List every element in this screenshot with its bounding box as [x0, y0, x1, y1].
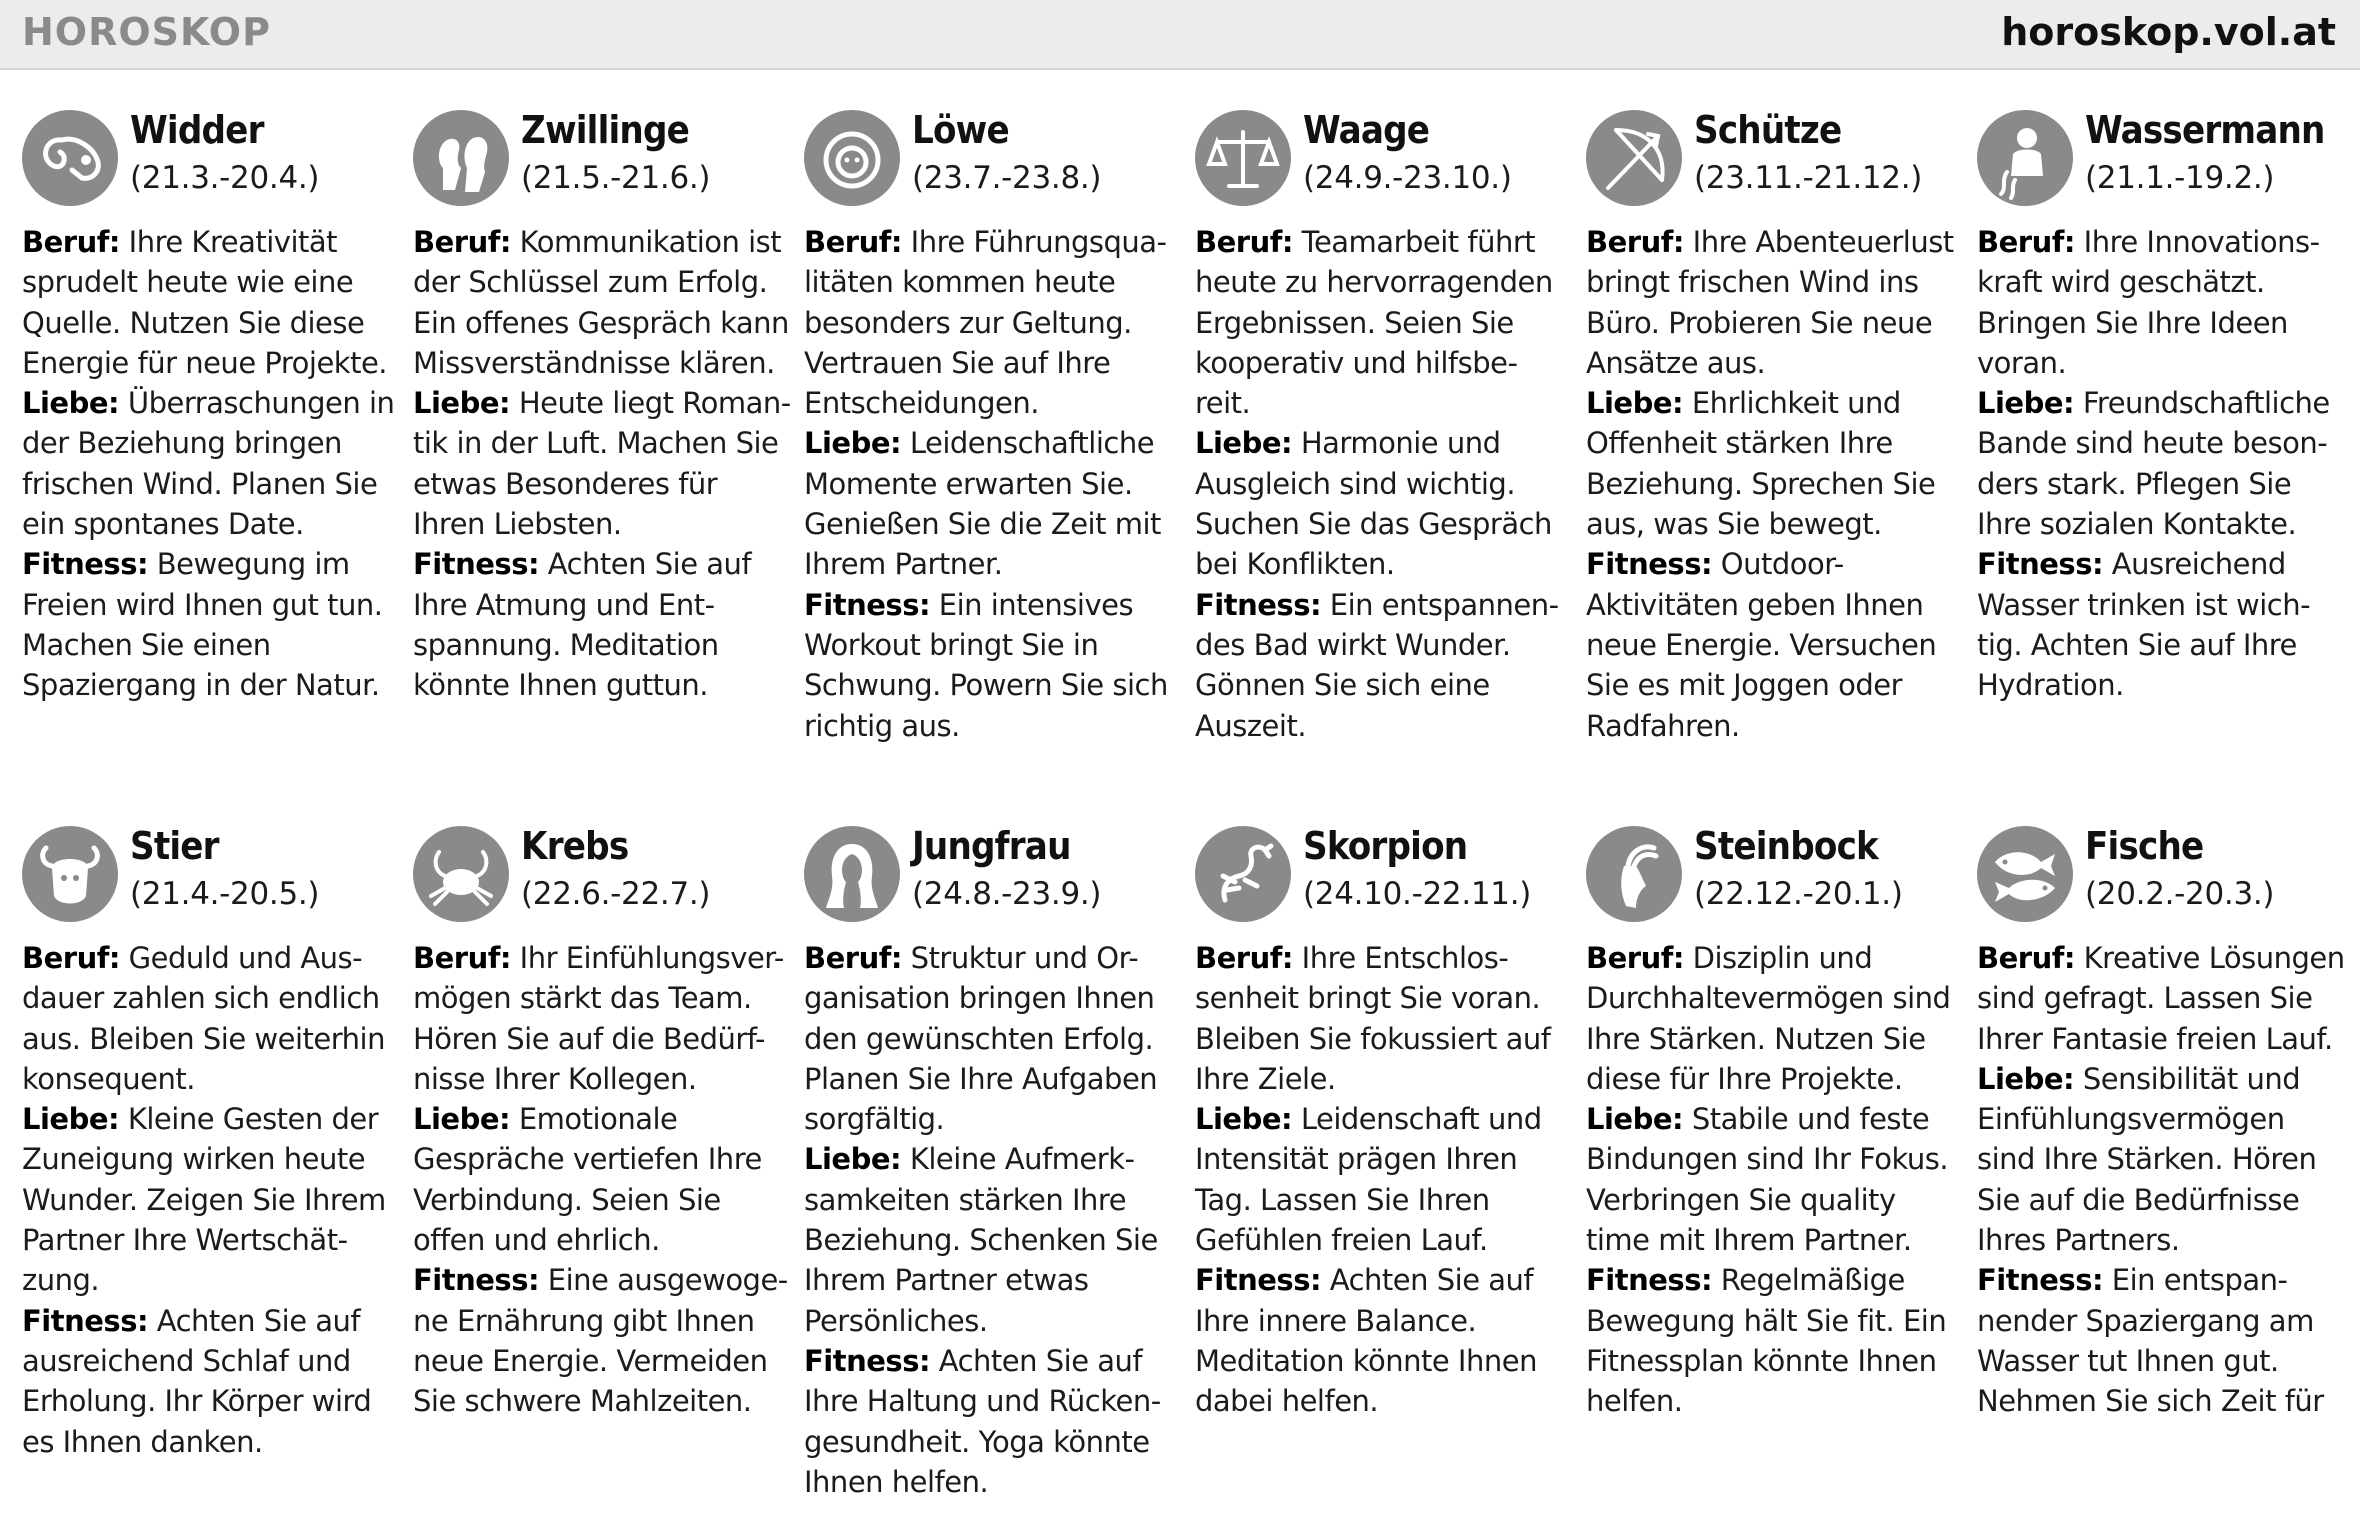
- sign-date: (21.1.-19.2.): [2085, 160, 2275, 196]
- fitness-label: Fitness:: [804, 587, 931, 622]
- liebe-label: Liebe:: [804, 1142, 902, 1177]
- liebe-label: Liebe:: [413, 1102, 511, 1137]
- beruf-label: Beruf:: [1586, 225, 1684, 259]
- sign-text: [1586, 938, 1966, 1422]
- ram-icon: [22, 110, 118, 206]
- sign-text: [1977, 938, 2347, 1422]
- fitness-text: Ausreichend Wasser trinken ist wich- tig. Achten Sie auf Ihre Hydration.: [1977, 547, 2311, 703]
- beruf-text: Kreative Lösungen sind gefragt. Lassen Sie Ihrer Fantasie freien Lauf.: [1977, 941, 2345, 1056]
- sign-waage: [1195, 110, 1575, 746]
- archer-icon: [1586, 110, 1682, 206]
- sign-text: [804, 222, 1184, 746]
- fitness-text: Achten Sie auf Ihre innere Balance. Meditation könnte Ihnen dabei helfen.: [1195, 1263, 1537, 1419]
- sign-header: [1195, 110, 1575, 220]
- sign-widder: [22, 110, 402, 706]
- sign-name: Fische: [2085, 824, 2204, 868]
- sign-header: [1977, 110, 2347, 220]
- sign-header: [1195, 826, 1575, 936]
- sign-header: [413, 110, 793, 220]
- beruf-text: Ihre Entschlos- senheit bringt Sie voran. Bleiben Sie fokussiert auf Ihre Ziele.: [1195, 941, 1551, 1096]
- sign-name: Krebs: [521, 824, 629, 868]
- sign-date: (21.5.-21.6.): [521, 160, 711, 196]
- virgin-icon: [804, 826, 900, 922]
- sign-header: [413, 826, 793, 936]
- crab-icon: [413, 826, 509, 922]
- fitness-label: Fitness:: [22, 547, 149, 582]
- liebe-label: Liebe:: [804, 426, 902, 461]
- sign-fische: [1977, 826, 2347, 1422]
- fitness-text: Regelmäßige Bewegung hält Sie fit. Ein Fitnessplan könnte Ihnen helfen.: [1586, 1263, 1947, 1419]
- site-url[interactable]: horoskop.vol.at: [2001, 10, 2336, 54]
- sign-schuetze: [1586, 110, 1966, 746]
- beruf-text: Kommunikation ist der Schlüssel zum Erfolg. Ein offenes Gespräch kann Missverständnisse klären.: [413, 225, 789, 380]
- beruf-text: Struktur und Or- ganisation bringen Ihnen den gewünschten Erfolg. Planen Sie Ihre Aufgaben sorgfältig.: [804, 941, 1158, 1137]
- fish-icon: [1977, 826, 2073, 922]
- liebe-label: Liebe:: [1977, 1061, 2075, 1096]
- bull-icon: [22, 826, 118, 922]
- sign-zwillinge: [413, 110, 793, 706]
- sign-date: (20.2.-20.3.): [2085, 876, 2275, 912]
- fitness-text: Bewegung im Freien wird Ihnen gut tun. Machen Sie einen Spaziergang in der Natur.: [22, 547, 383, 703]
- fitness-label: Fitness:: [1195, 1263, 1322, 1298]
- beruf-label: Beruf:: [1586, 941, 1684, 975]
- sign-text: [413, 938, 793, 1422]
- beruf-label: Beruf:: [804, 941, 902, 975]
- header-bar: [0, 0, 2360, 70]
- beruf-text: Ihre Abenteuerlust bringt frischen Wind ins Büro. Probieren Sie neue Ansätze aus.: [1586, 225, 1954, 380]
- sign-date: (24.9.-23.10.): [1303, 160, 1512, 196]
- sign-name: Widder: [130, 108, 264, 152]
- liebe-label: Liebe:: [413, 386, 511, 421]
- beruf-label: Beruf:: [1977, 225, 2075, 259]
- sign-header: [1586, 110, 1966, 220]
- sign-name: Skorpion: [1303, 824, 1468, 868]
- sign-header: [1586, 826, 1966, 936]
- sign-steinbock: [1586, 826, 1966, 1422]
- liebe-label: Liebe:: [22, 386, 120, 421]
- scales-icon: [1195, 110, 1291, 206]
- beruf-text: Ihre Führungsqua- litäten kommen heute besonders zur Geltung. Vertrauen Sie auf Ihre Entscheidungen.: [804, 225, 1167, 421]
- scorpion-icon: [1195, 826, 1291, 922]
- beruf-text: Ihr Einfühlungsver- mögen stärkt das Team. Hören Sie auf die Bedürf- nisse Ihrer Kollegen.: [413, 941, 784, 1096]
- sign-date: (23.11.-21.12.): [1694, 160, 1923, 196]
- beruf-label: Beruf:: [413, 225, 511, 259]
- liebe-text: Heute liegt Roman- tik in der Luft. Machen Sie etwas Besonderes für Ihren Liebsten.: [413, 386, 791, 542]
- sign-header: [22, 110, 402, 220]
- liebe-label: Liebe:: [1977, 386, 2075, 421]
- beruf-label: Beruf:: [1195, 941, 1293, 975]
- liebe-text: Kleine Gesten der Zuneigung wirken heute Wunder. Zeigen Sie Ihrem Partner Ihre Wertschät- zung.: [22, 1102, 386, 1298]
- liebe-text: Kleine Aufmerk- samkeiten stärken Ihre Beziehung. Schenken Sie Ihrem Partner etwas Persönliches.: [804, 1142, 1158, 1338]
- liebe-text: Leidenschaftliche Momente erwarten Sie. Genießen Sie die Zeit mit Ihrem Partner.: [804, 426, 1161, 582]
- fitness-label: Fitness:: [1586, 1263, 1713, 1298]
- sign-name: Stier: [130, 824, 219, 868]
- sign-date: (21.4.-20.5.): [130, 876, 320, 912]
- liebe-text: Überraschungen in der Beziehung bringen frischen Wind. Planen Sie ein spontanes Date.: [22, 386, 395, 542]
- liebe-text: Freundschaftliche Bande sind heute beson- ders stark. Pflegen Sie Ihre sozialen Kontakte.: [1977, 386, 2330, 542]
- sign-date: (22.12.-20.1.): [1694, 876, 1903, 912]
- sign-header: [804, 110, 1184, 220]
- fitness-label: Fitness:: [413, 547, 540, 582]
- fitness-label: Fitness:: [1586, 547, 1713, 582]
- sign-loewe: [804, 110, 1184, 746]
- sign-name: Schütze: [1694, 108, 1842, 152]
- sign-text: [1195, 938, 1575, 1422]
- beruf-label: Beruf:: [413, 941, 511, 975]
- sign-date: (24.8.-23.9.): [912, 876, 1102, 912]
- liebe-text: Stabile und feste Bindungen sind Ihr Fokus. Verbringen Sie quality time mit Ihrem Partner.: [1586, 1102, 1949, 1258]
- liebe-label: Liebe:: [1586, 386, 1684, 421]
- sign-header: [804, 826, 1184, 936]
- sign-header: [1977, 826, 2347, 936]
- liebe-text: Harmonie und Ausgleich sind wichtig. Suchen Sie das Gespräch bei Konflikten.: [1195, 426, 1552, 582]
- sign-text: [1195, 222, 1575, 746]
- fitness-text: Achten Sie auf Ihre Haltung und Rücken- gesundheit. Yoga könnte Ihnen helfen.: [804, 1343, 1161, 1499]
- fitness-label: Fitness:: [804, 1343, 931, 1378]
- liebe-text: Sensibilität und Einfühlungsvermögen sind Ihre Stärken. Hören Sie auf die Bedürfnisse Ihres Partners.: [1977, 1061, 2317, 1258]
- goat-icon: [1586, 826, 1682, 922]
- fitness-label: Fitness:: [1977, 547, 2104, 582]
- beruf-label: Beruf:: [804, 225, 902, 259]
- beruf-text: Ihre Kreativität sprudelt heute wie eine Quelle. Nutzen Sie diese Energie für neue Projekte.: [22, 225, 388, 380]
- sign-date: (21.3.-20.4.): [130, 160, 320, 196]
- sign-text: [1977, 222, 2347, 706]
- beruf-label: Beruf:: [22, 941, 120, 975]
- fitness-text: Achten Sie auf Ihre Atmung und Ent- spannung. Meditation könnte Ihnen guttun.: [413, 547, 752, 703]
- fitness-text: Outdoor- Aktivitäten geben Ihnen neue Energie. Versuchen Sie es mit Joggen oder Radfahren.: [1586, 547, 1937, 743]
- sign-header: [22, 826, 402, 936]
- fitness-label: Fitness:: [1195, 587, 1322, 622]
- liebe-text: Emotionale Gespräche vertiefen Ihre Verbindung. Seien Sie offen und ehrlich.: [413, 1102, 762, 1258]
- sign-text: [22, 938, 402, 1462]
- sign-name: Löwe: [912, 108, 1009, 152]
- sign-text: [804, 938, 1184, 1502]
- sign-krebs: [413, 826, 793, 1422]
- sign-stier: [22, 826, 402, 1462]
- sign-text: [22, 222, 402, 706]
- fitness-label: Fitness:: [22, 1303, 149, 1338]
- sign-wassermann: [1977, 110, 2347, 706]
- page-title: HOROSKOP: [22, 10, 271, 54]
- beruf-label: Beruf:: [22, 225, 120, 259]
- sign-name: Jungfrau: [912, 824, 1071, 868]
- water-bearer-icon: [1977, 110, 2073, 206]
- fitness-text: Ein intensives Workout bringt Sie in Schwung. Powern Sie sich richtig aus.: [804, 587, 1168, 743]
- liebe-label: Liebe:: [22, 1102, 120, 1137]
- sign-jungfrau: [804, 826, 1184, 1502]
- fitness-text: Ein entspan- nender Spaziergang am Wasser tut Ihnen gut. Nehmen Sie sich Zeit für: [1977, 1263, 2324, 1419]
- fitness-text: Achten Sie auf ausreichend Schlaf und Erholung. Ihr Körper wird es Ihnen danken.: [22, 1303, 372, 1459]
- liebe-text: Ehrlichkeit und Offenheit stärken Ihre Beziehung. Sprechen Sie aus, was Sie bewegt.: [1586, 386, 1936, 542]
- liebe-label: Liebe:: [1586, 1102, 1684, 1137]
- fitness-text: Eine ausgewoge- ne Ernährung gibt Ihnen neue Energie. Vermeiden Sie schwere Mahlzeiten.: [413, 1263, 788, 1419]
- sign-text: [413, 222, 793, 706]
- beruf-text: Disziplin und Durchhaltevermögen sind Ihre Stärken. Nutzen Sie diese für Ihre Projekte.: [1586, 941, 1951, 1096]
- sign-skorpion: [1195, 826, 1575, 1422]
- sign-name: Zwillinge: [521, 108, 690, 152]
- sign-name: Waage: [1303, 108, 1430, 152]
- fitness-label: Fitness:: [1977, 1263, 2104, 1298]
- beruf-text: Geduld und Aus- dauer zahlen sich endlich aus. Bleiben Sie weiterhin konsequent.: [22, 941, 385, 1096]
- sign-name: Wassermann: [2085, 108, 2325, 152]
- fitness-text: Ein entspannen- des Bad wirkt Wunder. Gönnen Sie sich eine Auszeit.: [1195, 587, 1559, 743]
- sign-text: [1586, 222, 1966, 746]
- beruf-label: Beruf:: [1195, 225, 1293, 259]
- sign-date: (23.7.-23.8.): [912, 160, 1102, 196]
- beruf-text: Ihre Innovations- kraft wird geschätzt. Bringen Sie Ihre Ideen voran.: [1977, 225, 2320, 380]
- liebe-label: Liebe:: [1195, 426, 1293, 461]
- sign-date: (24.10.-22.11.): [1303, 876, 1532, 912]
- beruf-label: Beruf:: [1977, 941, 2075, 975]
- fitness-label: Fitness:: [413, 1263, 540, 1298]
- liebe-text: Leidenschaft und Intensität prägen Ihren Tag. Lassen Sie Ihren Gefühlen freien Lauf.: [1195, 1102, 1542, 1258]
- twins-icon: [413, 110, 509, 206]
- beruf-text: Teamarbeit führt heute zu hervorragenden Ergebnissen. Seien Sie kooperativ und hilfsbe- reit.: [1195, 225, 1553, 421]
- sign-name: Steinbock: [1694, 824, 1878, 868]
- liebe-label: Liebe:: [1195, 1102, 1293, 1137]
- lion-icon: [804, 110, 900, 206]
- sign-date: (22.6.-22.7.): [521, 876, 711, 912]
